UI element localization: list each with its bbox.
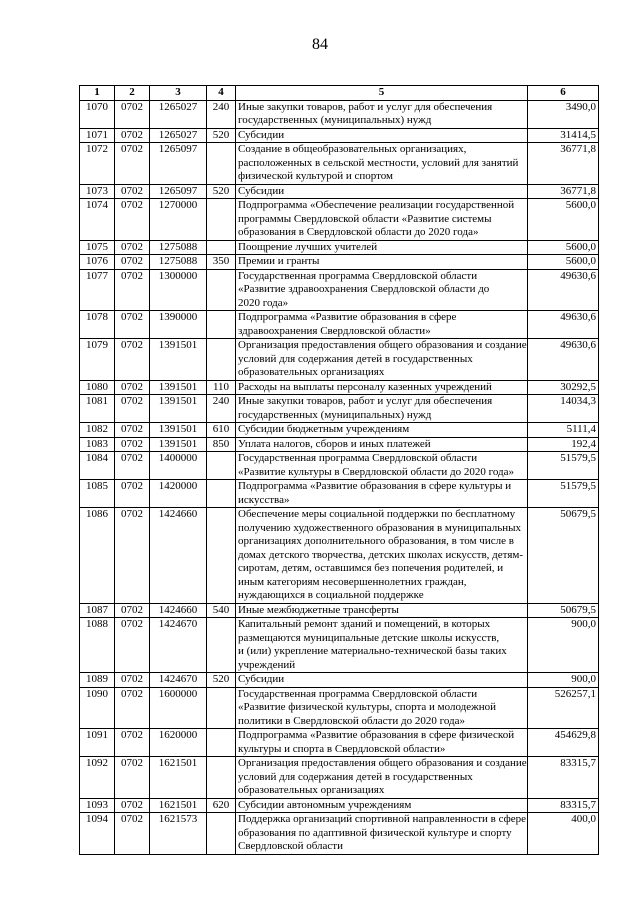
cell-c4 <box>207 311 236 339</box>
cell-description <box>236 798 528 813</box>
description-line: сиротам, детям, оставшимся без попечения родителей, и <box>238 562 504 574</box>
cell-description <box>236 143 528 185</box>
description-line: Иные закупки товаров, работ и услуг для обеспечения <box>238 100 493 113</box>
description-line: программы Свердловской области «Развитие системы <box>238 212 492 225</box>
cell-c1: 1070 <box>80 100 115 128</box>
cell-amount: 5600,0 <box>528 240 599 255</box>
description-line: Капитальный ремонт зданий и помещений, в которых <box>238 618 491 630</box>
cell-c2: 0702 <box>115 269 150 311</box>
cell-c4: 610 <box>207 423 236 438</box>
cell-c1: 1086 <box>80 508 115 604</box>
budget-table <box>79 85 599 855</box>
header-cell: 5 <box>236 86 528 101</box>
cell-c3: 1275088 <box>150 240 207 255</box>
cell-c4 <box>207 269 236 311</box>
header-cell: 3 <box>150 86 207 101</box>
table-row <box>80 480 599 508</box>
cell-amount: 900,0 <box>528 673 599 688</box>
cell-c3: 1265097 <box>150 184 207 199</box>
cell-c2: 0702 <box>115 813 150 855</box>
cell-description <box>236 452 528 480</box>
cell-c4: 850 <box>207 437 236 452</box>
cell-description <box>236 380 528 395</box>
cell-c1: 1080 <box>80 380 115 395</box>
cell-description <box>236 423 528 438</box>
description-line: Уплата налогов, сборов и иных платежей <box>238 437 431 450</box>
description-line: нуждающихся в социальной поддержке <box>238 589 424 601</box>
description-line: иным категориям несовершеннолетних граждан, <box>238 575 467 588</box>
description-line: Свердловской области <box>238 840 343 852</box>
cell-c1: 1087 <box>80 603 115 618</box>
header-row <box>80 86 599 101</box>
cell-c3: 1600000 <box>150 687 207 729</box>
table-row <box>80 128 599 143</box>
cell-c3: 1621501 <box>150 798 207 813</box>
description-line: Иные закупки товаров, работ и услуг для обеспечения <box>238 395 493 407</box>
cell-c3: 1265097 <box>150 143 207 185</box>
description-line: Государственная программа Свердловской области <box>238 687 478 700</box>
cell-c4: 520 <box>207 673 236 688</box>
cell-c3: 1424660 <box>150 603 207 618</box>
cell-c4: 240 <box>207 100 236 128</box>
cell-c2: 0702 <box>115 311 150 339</box>
cell-description <box>236 480 528 508</box>
cell-c1: 1091 <box>80 729 115 757</box>
cell-amount: 31414,5 <box>528 128 599 143</box>
cell-c4 <box>207 687 236 729</box>
description-line: здравоохранения Свердловской области» <box>238 324 431 337</box>
cell-c3: 1391501 <box>150 395 207 423</box>
table-row <box>80 452 599 480</box>
cell-c2: 0702 <box>115 603 150 618</box>
cell-c1: 1094 <box>80 813 115 855</box>
table-row <box>80 757 599 799</box>
description-line: Обеспечение меры социальной поддержки по бесплатному <box>238 508 516 520</box>
table-row <box>80 673 599 688</box>
cell-c1: 1093 <box>80 798 115 813</box>
cell-c4 <box>207 143 236 185</box>
description-line: Субсидии <box>238 184 285 197</box>
cell-c1: 1079 <box>80 339 115 381</box>
table-row <box>80 618 599 673</box>
cell-c2: 0702 <box>115 798 150 813</box>
cell-amount: 900,0 <box>528 618 599 673</box>
table-row <box>80 100 599 128</box>
description-line: физической культурой и спортом <box>238 170 394 182</box>
cell-c2: 0702 <box>115 687 150 729</box>
cell-description <box>236 729 528 757</box>
cell-c4: 520 <box>207 184 236 199</box>
cell-c4: 540 <box>207 603 236 618</box>
cell-description <box>236 673 528 688</box>
cell-description <box>236 687 528 729</box>
description-line: Поощрение лучших учителей <box>238 240 378 253</box>
description-line: образовательных организациях <box>238 784 385 796</box>
cell-c2: 0702 <box>115 437 150 452</box>
table-row <box>80 687 599 729</box>
cell-amount: 3490,0 <box>528 100 599 128</box>
table-row <box>80 199 599 241</box>
cell-amount: 49630,6 <box>528 339 599 381</box>
cell-amount: 83315,7 <box>528 798 599 813</box>
cell-description <box>236 255 528 270</box>
table-row <box>80 508 599 604</box>
description-line: условий для содержания детей в государственных <box>238 352 473 365</box>
cell-amount: 400,0 <box>528 813 599 855</box>
description-line: Субсидии <box>238 128 285 141</box>
description-line: Подпрограмма «Развитие образования в сфере физической <box>238 729 515 741</box>
description-line: искусства» <box>238 493 290 506</box>
cell-amount: 5111,4 <box>528 423 599 438</box>
cell-amount: 49630,6 <box>528 311 599 339</box>
cell-c4: 240 <box>207 395 236 423</box>
cell-amount: 50679,5 <box>528 603 599 618</box>
cell-c1: 1084 <box>80 452 115 480</box>
cell-c2: 0702 <box>115 199 150 241</box>
cell-c3: 1621573 <box>150 813 207 855</box>
header-cell: 4 <box>207 86 236 101</box>
description-line: Организация предоставления общего образования и создание <box>238 757 527 769</box>
cell-c2: 0702 <box>115 184 150 199</box>
cell-description <box>236 100 528 128</box>
table-row <box>80 339 599 381</box>
cell-c1: 1078 <box>80 311 115 339</box>
cell-amount: 5600,0 <box>528 199 599 241</box>
cell-c2: 0702 <box>115 380 150 395</box>
cell-c1: 1089 <box>80 673 115 688</box>
description-line: получению художественного образования в муниципальных <box>238 521 522 534</box>
cell-amount: 49630,6 <box>528 269 599 311</box>
cell-description <box>236 508 528 604</box>
description-line: Государственная программа Свердловской области <box>238 452 478 464</box>
cell-c2: 0702 <box>115 240 150 255</box>
cell-c4 <box>207 618 236 673</box>
cell-description <box>236 199 528 241</box>
cell-c4: 620 <box>207 798 236 813</box>
cell-c4: 110 <box>207 380 236 395</box>
cell-description <box>236 269 528 311</box>
table-row <box>80 798 599 813</box>
cell-c3: 1300000 <box>150 269 207 311</box>
description-line: расположенных в сельской местности, условий для занятий <box>238 156 519 169</box>
table-row <box>80 240 599 255</box>
cell-c4 <box>207 813 236 855</box>
table-row <box>80 729 599 757</box>
description-line: Подпрограмма «Развитие образования в сфере <box>238 311 457 323</box>
description-line: образования по адаптивной физической культуре и спорту <box>238 826 512 839</box>
cell-description <box>236 339 528 381</box>
cell-c2: 0702 <box>115 143 150 185</box>
description-line: образовательных организациях <box>238 366 385 378</box>
cell-c1: 1074 <box>80 199 115 241</box>
cell-amount: 14034,3 <box>528 395 599 423</box>
cell-c2: 0702 <box>115 100 150 128</box>
description-line: Подпрограмма «Развитие образования в сфере культуры и <box>238 480 512 492</box>
cell-description <box>236 240 528 255</box>
cell-c2: 0702 <box>115 480 150 508</box>
description-line: Организация предоставления общего образования и создание <box>238 339 527 351</box>
table-row <box>80 380 599 395</box>
table-row <box>80 813 599 855</box>
description-line: «Развитие культуры в Свердловской области до 2020 года» <box>238 465 515 478</box>
cell-c3: 1621501 <box>150 757 207 799</box>
description-line: и (или) укрепление материально-технической базы таких <box>238 645 507 657</box>
cell-c2: 0702 <box>115 395 150 423</box>
description-line: Государственная программа Свердловской области <box>238 269 478 282</box>
table-row <box>80 437 599 452</box>
cell-description <box>236 813 528 855</box>
cell-c3: 1270000 <box>150 199 207 241</box>
cell-amount: 51579,5 <box>528 480 599 508</box>
cell-amount: 83315,7 <box>528 757 599 799</box>
table-row <box>80 423 599 438</box>
description-line: Субсидии бюджетным учреждениям <box>238 423 410 435</box>
cell-c2: 0702 <box>115 423 150 438</box>
cell-c3: 1391501 <box>150 423 207 438</box>
description-line: Субсидии <box>238 673 285 685</box>
cell-c3: 1391501 <box>150 339 207 381</box>
cell-c1: 1085 <box>80 480 115 508</box>
cell-description <box>236 184 528 199</box>
description-line: образования в Свердловской области до 2020 года» <box>238 226 479 238</box>
cell-c3: 1620000 <box>150 729 207 757</box>
table-row <box>80 395 599 423</box>
description-line: государственных (муниципальных) нужд <box>238 114 432 126</box>
cell-c4 <box>207 729 236 757</box>
page-number: 84 <box>312 36 328 53</box>
table-row <box>80 603 599 618</box>
description-line: культуры и спорта в Свердловской области» <box>238 742 446 755</box>
cell-c2: 0702 <box>115 618 150 673</box>
description-line: домах детского творчества, детских школах искусств, детям- <box>238 548 524 561</box>
cell-c4: 520 <box>207 128 236 143</box>
description-line: размещаются муниципальные детские школы искусств, <box>238 631 500 644</box>
header-cell: 1 <box>80 86 115 101</box>
cell-amount: 192,4 <box>528 437 599 452</box>
cell-description <box>236 757 528 799</box>
cell-c1: 1072 <box>80 143 115 185</box>
description-line: Подпрограмма «Обеспечение реализации государственной <box>238 199 515 211</box>
cell-c1: 1076 <box>80 255 115 270</box>
cell-c2: 0702 <box>115 339 150 381</box>
header-cell: 2 <box>115 86 150 101</box>
table-row <box>80 269 599 311</box>
description-line: «Развитие физической культуры, спорта и молодежной <box>238 701 497 713</box>
cell-c3: 1420000 <box>150 480 207 508</box>
cell-c4 <box>207 240 236 255</box>
cell-amount: 36771,8 <box>528 143 599 185</box>
description-line: Субсидии автономным учреждениям <box>238 798 412 811</box>
description-line: условий для содержания детей в государственных <box>238 770 473 783</box>
cell-c1: 1073 <box>80 184 115 199</box>
cell-c4 <box>207 757 236 799</box>
cell-c1: 1071 <box>80 128 115 143</box>
description-line: Расходы на выплаты персоналу казенных учреждений <box>238 380 492 393</box>
cell-c3: 1400000 <box>150 452 207 480</box>
cell-c4 <box>207 452 236 480</box>
cell-c1: 1075 <box>80 240 115 255</box>
cell-c2: 0702 <box>115 128 150 143</box>
cell-c4 <box>207 508 236 604</box>
table-row <box>80 143 599 185</box>
cell-c2: 0702 <box>115 757 150 799</box>
cell-c3: 1265027 <box>150 128 207 143</box>
cell-c3: 1391501 <box>150 380 207 395</box>
description-line: организациях дополнительного образования, в том числе в <box>238 535 514 547</box>
description-line: учреждений <box>238 658 296 671</box>
cell-amount: 50679,5 <box>528 508 599 604</box>
cell-c4: 350 <box>207 255 236 270</box>
cell-c1: 1090 <box>80 687 115 729</box>
cell-c3: 1265027 <box>150 100 207 128</box>
cell-c1: 1088 <box>80 618 115 673</box>
cell-c2: 0702 <box>115 255 150 270</box>
cell-description <box>236 437 528 452</box>
description-line: государственных (муниципальных) нужд <box>238 408 432 421</box>
cell-c2: 0702 <box>115 452 150 480</box>
cell-description <box>236 618 528 673</box>
table-row <box>80 311 599 339</box>
description-line: «Развитие здравоохранения Свердловской области до <box>238 283 490 295</box>
cell-c2: 0702 <box>115 673 150 688</box>
description-line: 2020 года» <box>238 296 289 309</box>
cell-c1: 1077 <box>80 269 115 311</box>
cell-c2: 0702 <box>115 508 150 604</box>
header-cell: 6 <box>528 86 599 101</box>
cell-description <box>236 128 528 143</box>
description-line: Создание в общеобразовательных организациях, <box>238 143 467 155</box>
description-line: Иные межбюджетные трансферты <box>238 603 399 616</box>
description-line: Премии и гранты <box>238 255 320 267</box>
cell-amount: 36771,8 <box>528 184 599 199</box>
cell-c3: 1275088 <box>150 255 207 270</box>
cell-c3: 1424670 <box>150 618 207 673</box>
cell-c4 <box>207 339 236 381</box>
table-row <box>80 184 599 199</box>
cell-c3: 1391501 <box>150 437 207 452</box>
cell-amount: 51579,5 <box>528 452 599 480</box>
cell-c1: 1081 <box>80 395 115 423</box>
cell-c4 <box>207 199 236 241</box>
cell-description <box>236 395 528 423</box>
cell-amount: 5600,0 <box>528 255 599 270</box>
cell-description <box>236 311 528 339</box>
cell-c1: 1092 <box>80 757 115 799</box>
cell-c3: 1390000 <box>150 311 207 339</box>
cell-description <box>236 603 528 618</box>
description-line: Поддержка организаций спортивной направленности в сфере <box>238 813 526 825</box>
cell-c2: 0702 <box>115 729 150 757</box>
cell-c1: 1082 <box>80 423 115 438</box>
cell-c1: 1083 <box>80 437 115 452</box>
description-line: политики в Свердловской области до 2020 года» <box>238 714 465 727</box>
cell-amount: 30292,5 <box>528 380 599 395</box>
cell-c3: 1424670 <box>150 673 207 688</box>
cell-amount: 526257,1 <box>528 687 599 729</box>
cell-amount: 454629,8 <box>528 729 599 757</box>
cell-c4 <box>207 480 236 508</box>
table-row <box>80 255 599 270</box>
cell-c3: 1424660 <box>150 508 207 604</box>
